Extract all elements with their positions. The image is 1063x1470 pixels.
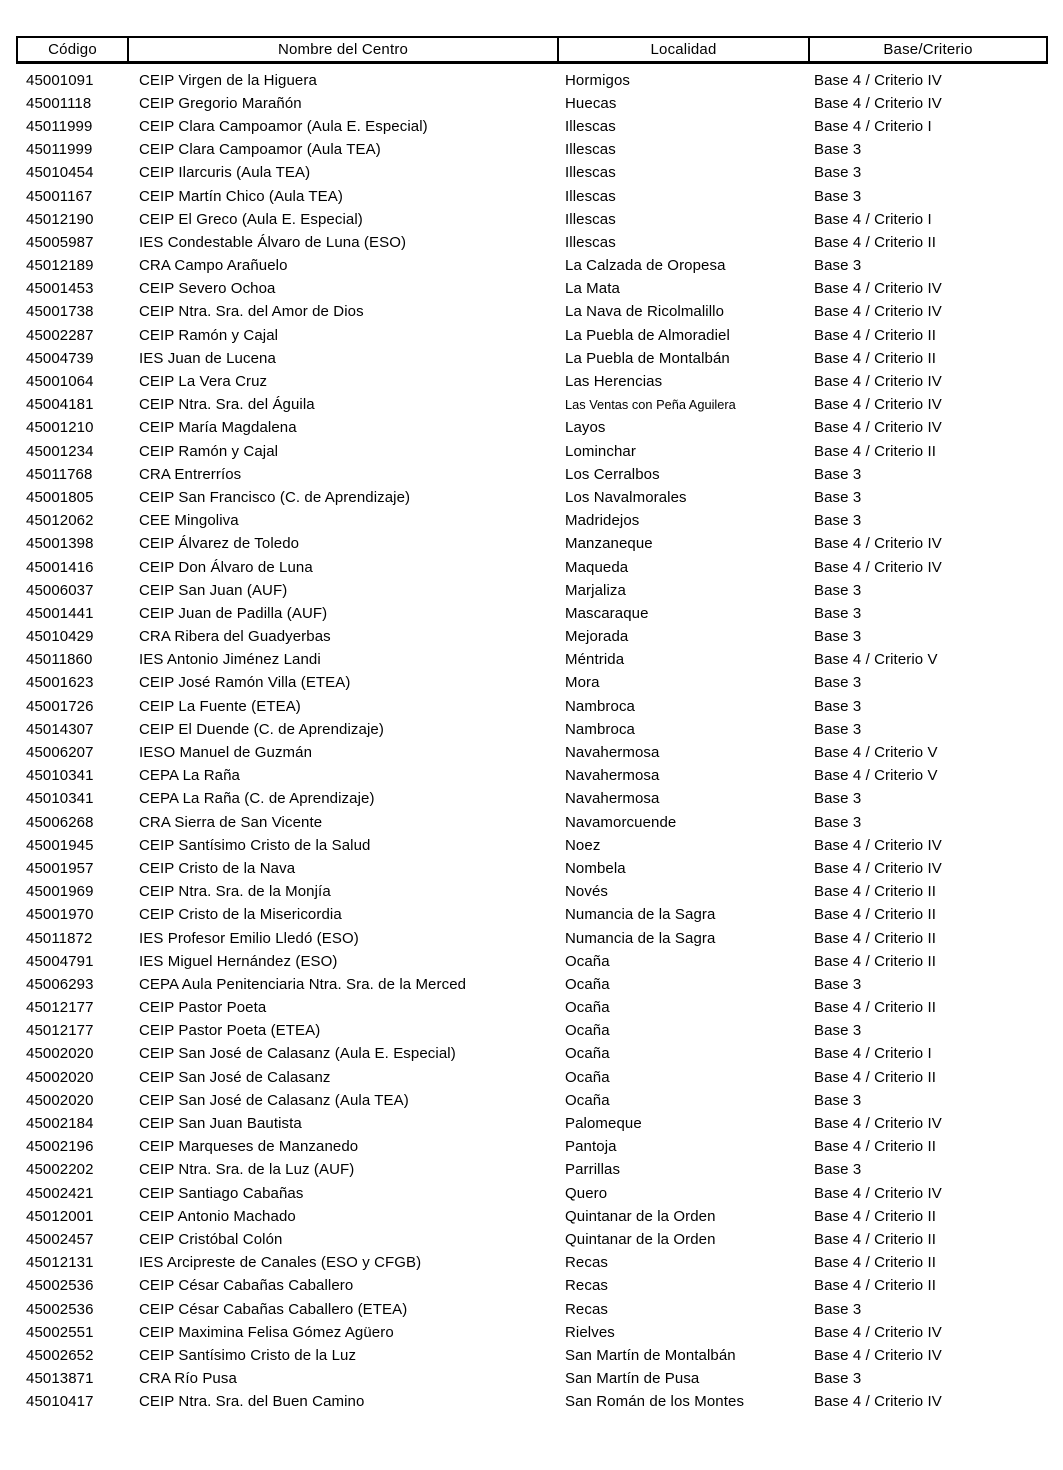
cell-localidad: Recas <box>565 1300 609 1318</box>
cell-base-criterio: Base 3 <box>814 1370 862 1388</box>
cell-localidad: Ocaña <box>565 1068 610 1086</box>
table-row <box>17 69 1047 92</box>
table-row <box>17 1390 1047 1413</box>
col-header-localidad: Localidad <box>558 37 809 63</box>
cell-base-criterio: Base 3 <box>814 790 862 808</box>
cell-base-criterio: Base 3 <box>814 257 862 275</box>
table-row <box>17 532 1047 555</box>
cell-base-criterio: Base 4 / Criterio II <box>814 883 937 901</box>
table-row <box>17 1066 1047 1089</box>
table-body <box>17 63 1047 1414</box>
table-row <box>17 1158 1047 1181</box>
cell-base-criterio: Base 4 / Criterio IV <box>814 859 942 877</box>
cell-codigo: 45012062 <box>26 512 94 530</box>
cell-codigo: 45001416 <box>26 558 94 576</box>
cell-localidad: Palomeque <box>565 1115 642 1133</box>
cell-base-criterio: Base 4 / Criterio II <box>814 1254 937 1272</box>
cell-nombre: IESO Manuel de Guzmán <box>139 744 313 762</box>
cell-nombre: IES Miguel Hernández (ESO) <box>139 952 338 970</box>
table-row <box>17 231 1047 254</box>
cell-localidad: Ocaña <box>565 1045 610 1063</box>
cell-nombre: CEIP Antonio Machado <box>139 1207 296 1225</box>
table-row <box>17 602 1047 625</box>
cell-codigo: 45001969 <box>26 883 94 901</box>
cell-nombre: CEIP San Francisco (C. de Aprendizaje) <box>139 488 411 506</box>
cell-codigo: 45002652 <box>26 1346 94 1364</box>
cell-nombre: CEIP Santiago Cabañas <box>139 1184 304 1202</box>
cell-nombre: CEIP San José de Calasanz (Aula E. Especial) <box>139 1045 456 1063</box>
table-header <box>17 37 1047 63</box>
cell-nombre: CEIP Ntra. Sra. de la Monjía <box>139 883 331 901</box>
cell-codigo: 45001623 <box>26 674 94 692</box>
table-row <box>17 486 1047 509</box>
table-row <box>17 555 1047 578</box>
cell-nombre: CEIP Álvarez de Toledo <box>139 535 300 553</box>
cell-codigo: 45002457 <box>26 1230 94 1248</box>
cell-codigo: 45002551 <box>26 1323 94 1341</box>
cell-codigo: 45005987 <box>26 233 94 251</box>
cell-nombre: CEIP Ilarcuris (Aula TEA) <box>139 164 311 182</box>
cell-base-criterio: Base 3 <box>814 512 862 530</box>
cell-codigo: 45002020 <box>26 1045 94 1063</box>
cell-nombre: CEIP Marqueses de Manzanedo <box>139 1138 359 1156</box>
table-row <box>17 416 1047 439</box>
cell-localidad: Quero <box>565 1184 608 1202</box>
cell-nombre: CRA Río Pusa <box>139 1370 237 1388</box>
cell-nombre: CEIP Clara Campoamor (Aula E. Especial) <box>139 117 428 135</box>
cell-localidad: La Calzada de Oropesa <box>565 257 726 275</box>
cell-nombre: CEIP Ntra. Sra. del Águila <box>139 396 315 414</box>
cell-localidad: Quintanar de la Orden <box>565 1207 716 1225</box>
cell-codigo: 45013871 <box>26 1370 94 1388</box>
cell-nombre: CEIP Gregorio Marañón <box>139 94 302 112</box>
cell-localidad: La Mata <box>565 280 620 298</box>
cell-base-criterio: Base 3 <box>814 488 862 506</box>
cell-codigo: 45010417 <box>26 1393 94 1411</box>
cell-base-criterio: Base 3 <box>814 720 862 738</box>
cell-codigo: 45012131 <box>26 1254 94 1272</box>
table-row <box>17 254 1047 277</box>
cell-localidad: Numancia de la Sagra <box>565 929 716 947</box>
table-row <box>17 857 1047 880</box>
cell-nombre: CEIP Clara Campoamor (Aula TEA) <box>139 141 381 159</box>
document-page <box>16 36 1048 1413</box>
table-row <box>17 1019 1047 1042</box>
cell-codigo: 45001805 <box>26 488 94 506</box>
cell-localidad: Mejorada <box>565 628 629 646</box>
cell-localidad: Illescas <box>565 233 616 251</box>
table-row <box>17 440 1047 463</box>
cell-base-criterio: Base 4 / Criterio IV <box>814 280 942 298</box>
cell-nombre: CRA Entrerríos <box>139 465 242 483</box>
cell-nombre: CEIP César Cabañas Caballero (ETEA) <box>139 1300 408 1318</box>
cell-localidad: Nambroca <box>565 720 635 738</box>
table-row <box>17 718 1047 741</box>
table-row <box>17 834 1047 857</box>
cell-codigo: 45001453 <box>26 280 94 298</box>
cell-localidad: San Martín de Pusa <box>565 1370 700 1388</box>
cell-codigo: 45011999 <box>26 141 93 159</box>
cell-nombre: IES Antonio Jiménez Landi <box>139 651 321 669</box>
cell-nombre: CEIP Pastor Poeta (ETEA) <box>139 1022 321 1040</box>
cell-localidad: La Nava de Ricolmalillo <box>565 303 725 321</box>
table-row <box>17 973 1047 996</box>
cell-nombre: CEIP Pastor Poeta <box>139 999 267 1017</box>
cell-localidad: San Román de los Montes <box>565 1393 745 1411</box>
table-row <box>17 509 1047 532</box>
cell-localidad: Ocaña <box>565 999 610 1017</box>
cell-base-criterio: Base 4 / Criterio II <box>814 929 937 947</box>
cell-nombre: CRA Sierra de San Vicente <box>139 813 323 831</box>
cell-codigo: 45001970 <box>26 906 94 924</box>
cell-localidad: Illescas <box>565 164 616 182</box>
cell-codigo: 45004181 <box>26 396 94 414</box>
cell-nombre: CEIP Santísimo Cristo de la Salud <box>139 836 371 854</box>
table-row <box>17 184 1047 207</box>
cell-base-criterio: Base 4 / Criterio IV <box>814 1393 942 1411</box>
cell-codigo: 45011768 <box>26 465 93 483</box>
table-row <box>17 1251 1047 1274</box>
cell-base-criterio: Base 4 / Criterio IV <box>814 1346 942 1364</box>
cell-base-criterio: Base 3 <box>814 975 862 993</box>
table-row <box>17 950 1047 973</box>
cell-base-criterio: Base 3 <box>814 628 862 646</box>
cell-base-criterio: Base 3 <box>814 1022 862 1040</box>
cell-base-criterio: Base 3 <box>814 465 862 483</box>
cell-localidad: Hormigos <box>565 71 630 89</box>
cell-nombre: CEIP San Juan Bautista <box>139 1115 302 1133</box>
table-row <box>17 1344 1047 1367</box>
cell-localidad: Pantoja <box>565 1138 617 1156</box>
cell-nombre: CEIP Ntra. Sra. de la Luz (AUF) <box>139 1161 355 1179</box>
cell-codigo: 45001398 <box>26 535 94 553</box>
cell-codigo: 45011860 <box>26 651 93 669</box>
cell-base-criterio: Base 4 / Criterio IV <box>814 535 942 553</box>
cell-codigo: 45012177 <box>26 1022 94 1040</box>
cell-nombre: IES Arcipreste de Canales (ESO y CFGB) <box>139 1254 422 1272</box>
cell-localidad: Navahermosa <box>565 744 660 762</box>
cell-nombre: CEIP José Ramón Villa (ETEA) <box>139 674 351 692</box>
cell-nombre: CEIP Virgen de la Higuera <box>139 71 317 89</box>
cell-nombre: CEIP San Juan (AUF) <box>139 581 288 599</box>
cell-nombre: CEIP Ramón y Cajal <box>139 442 279 460</box>
cell-nombre: IES Condestable Álvaro de Luna (ESO) <box>139 233 407 251</box>
cell-nombre: CEIP Ntra. Sra. del Buen Camino <box>139 1393 365 1411</box>
table-row <box>17 671 1047 694</box>
table-row <box>17 1321 1047 1344</box>
cell-base-criterio: Base 4 / Criterio IV <box>814 1184 942 1202</box>
cell-codigo: 45010454 <box>26 164 94 182</box>
cell-localidad: Nambroca <box>565 697 635 715</box>
cell-base-criterio: Base 4 / Criterio I <box>814 210 932 228</box>
cell-nombre: CEIP Maximina Felisa Gómez Agüero <box>139 1323 394 1341</box>
table-row <box>17 1274 1047 1297</box>
cell-base-criterio: Base 4 / Criterio II <box>814 1068 937 1086</box>
cell-nombre: IES Juan de Lucena <box>139 349 276 367</box>
table-row <box>17 138 1047 161</box>
cell-localidad: Méntrida <box>565 651 625 669</box>
cell-nombre: CEIP María Magdalena <box>139 419 297 437</box>
table-row <box>17 115 1047 138</box>
table-row <box>17 1112 1047 1135</box>
cell-base-criterio: Base 4 / Criterio IV <box>814 373 942 391</box>
cell-codigo: 45014307 <box>26 720 94 738</box>
cell-base-criterio: Base 4 / Criterio IV <box>814 1323 942 1341</box>
cell-base-criterio: Base 4 / Criterio IV <box>814 1115 942 1133</box>
cell-codigo: 45004739 <box>26 349 94 367</box>
table-row <box>17 277 1047 300</box>
cell-codigo: 45002536 <box>26 1300 94 1318</box>
cell-nombre: CEIP El Greco (Aula E. Especial) <box>139 210 363 228</box>
cell-base-criterio: Base 3 <box>814 813 862 831</box>
cell-nombre: CEIP San José de Calasanz <box>139 1068 331 1086</box>
table-row <box>17 787 1047 810</box>
cell-localidad: Layos <box>565 419 606 437</box>
cell-codigo: 45010341 <box>26 767 94 785</box>
cell-codigo: 45002287 <box>26 326 94 344</box>
cell-localidad: Parrillas <box>565 1161 621 1179</box>
cell-codigo: 45011999 <box>26 117 93 135</box>
table-row <box>17 347 1047 370</box>
cell-codigo: 45010429 <box>26 628 94 646</box>
cell-codigo: 45006207 <box>26 744 94 762</box>
cell-base-criterio: Base 4 / Criterio II <box>814 952 937 970</box>
cell-codigo: 45001064 <box>26 373 94 391</box>
cell-localidad: Mora <box>565 674 600 692</box>
cell-codigo: 45001118 <box>26 94 92 112</box>
table-row <box>17 903 1047 926</box>
cell-codigo: 45001234 <box>26 442 94 460</box>
cell-codigo: 45012190 <box>26 210 94 228</box>
cell-base-criterio: Base 3 <box>814 1091 862 1109</box>
cell-localidad: Ocaña <box>565 952 610 970</box>
cell-localidad: Numancia de la Sagra <box>565 906 716 924</box>
cell-localidad: Ocaña <box>565 1022 610 1040</box>
cell-localidad: Ocaña <box>565 1091 610 1109</box>
cell-base-criterio: Base 4 / Criterio II <box>814 1277 937 1295</box>
cell-codigo: 45012177 <box>26 999 94 1017</box>
cell-base-criterio: Base 4 / Criterio V <box>814 651 938 669</box>
col-header-nombre: Nombre del Centro <box>128 37 558 63</box>
table-row <box>17 1182 1047 1205</box>
cell-codigo: 45001167 <box>26 187 93 205</box>
cell-localidad: Los Navalmorales <box>565 488 687 506</box>
table-row <box>17 463 1047 486</box>
cell-base-criterio: Base 4 / Criterio V <box>814 767 938 785</box>
cell-codigo: 45002184 <box>26 1115 94 1133</box>
cell-codigo: 45006268 <box>26 813 94 831</box>
table-row <box>17 393 1047 416</box>
cell-codigo: 45012189 <box>26 257 94 275</box>
centers-table <box>16 36 1048 1413</box>
cell-base-criterio: Base 4 / Criterio IV <box>814 71 942 89</box>
cell-base-criterio: Base 3 <box>814 1161 862 1179</box>
table-row <box>17 625 1047 648</box>
cell-localidad: Illescas <box>565 117 616 135</box>
cell-localidad: Navahermosa <box>565 790 660 808</box>
cell-localidad: Ocaña <box>565 975 610 993</box>
cell-localidad: Maqueda <box>565 558 629 576</box>
table-row <box>17 324 1047 347</box>
table-row <box>17 208 1047 231</box>
cell-base-criterio: Base 3 <box>814 141 862 159</box>
cell-localidad: La Puebla de Almoradiel <box>565 326 730 344</box>
cell-codigo: 45002196 <box>26 1138 94 1156</box>
cell-base-criterio: Base 4 / Criterio IV <box>814 94 942 112</box>
cell-codigo: 45001726 <box>26 697 94 715</box>
cell-nombre: CEIP Ramón y Cajal <box>139 326 279 344</box>
cell-base-criterio: Base 4 / Criterio IV <box>814 303 942 321</box>
table-row <box>17 880 1047 903</box>
cell-localidad: San Martín de Montalbán <box>565 1346 736 1364</box>
table-row <box>17 1042 1047 1065</box>
table-row <box>17 1205 1047 1228</box>
cell-base-criterio: Base 3 <box>814 674 862 692</box>
cell-nombre: CEIP Cristo de la Nava <box>139 859 296 877</box>
cell-codigo: 45010341 <box>26 790 94 808</box>
cell-codigo: 45001945 <box>26 836 94 854</box>
cell-codigo: 45001210 <box>26 419 94 437</box>
cell-nombre: CRA Campo Arañuelo <box>139 257 288 275</box>
cell-base-criterio: Base 4 / Criterio II <box>814 999 937 1017</box>
table-row <box>17 741 1047 764</box>
cell-localidad: Mascaraque <box>565 604 649 622</box>
cell-nombre: CEIP Cristo de la Misericordia <box>139 906 342 924</box>
cell-nombre: CEIP Martín Chico (Aula TEA) <box>139 187 343 205</box>
cell-codigo: 45001957 <box>26 859 94 877</box>
table-row <box>17 161 1047 184</box>
cell-base-criterio: Base 4 / Criterio II <box>814 233 937 251</box>
table-row <box>17 1089 1047 1112</box>
cell-nombre: CEE Mingoliva <box>139 512 239 530</box>
cell-localidad: Las Ventas con Peña Aguilera <box>565 397 736 413</box>
cell-localidad: Illescas <box>565 187 616 205</box>
cell-codigo: 45002202 <box>26 1161 94 1179</box>
cell-localidad: Illescas <box>565 210 616 228</box>
cell-base-criterio: Base 4 / Criterio II <box>814 326 937 344</box>
cell-base-criterio: Base 3 <box>814 581 862 599</box>
cell-nombre: IES Profesor Emilio Lledó (ESO) <box>139 929 359 947</box>
cell-codigo: 45011872 <box>26 929 93 947</box>
cell-nombre: CEIP Santísimo Cristo de la Luz <box>139 1346 357 1364</box>
cell-codigo: 45002020 <box>26 1068 94 1086</box>
table-row <box>17 1367 1047 1390</box>
cell-localidad: Huecas <box>565 94 617 112</box>
cell-base-criterio: Base 4 / Criterio II <box>814 1207 937 1225</box>
cell-localidad: Los Cerralbos <box>565 465 660 483</box>
cell-localidad: Illescas <box>565 141 616 159</box>
cell-base-criterio: Base 3 <box>814 697 862 715</box>
cell-localidad: Lominchar <box>565 442 636 460</box>
cell-localidad: Noez <box>565 836 601 854</box>
cell-base-criterio: Base 4 / Criterio I <box>814 1045 932 1063</box>
cell-base-criterio: Base 3 <box>814 187 862 205</box>
cell-localidad: Quintanar de la Orden <box>565 1230 716 1248</box>
table-row <box>17 695 1047 718</box>
cell-base-criterio: Base 4 / Criterio II <box>814 349 937 367</box>
cell-nombre: CEIP El Duende (C. de Aprendizaje) <box>139 720 384 738</box>
cell-codigo: 45002020 <box>26 1091 94 1109</box>
table-row <box>17 579 1047 602</box>
cell-localidad: La Puebla de Montalbán <box>565 349 730 367</box>
table-row <box>17 1135 1047 1158</box>
cell-base-criterio: Base 4 / Criterio V <box>814 744 938 762</box>
cell-base-criterio: Base 4 / Criterio IV <box>814 836 942 854</box>
cell-codigo: 45002536 <box>26 1277 94 1295</box>
cell-nombre: CEPA Aula Penitenciaria Ntra. Sra. de la Merced <box>139 975 467 993</box>
cell-nombre: CEPA La Raña (C. de Aprendizaje) <box>139 790 375 808</box>
cell-localidad: Recas <box>565 1277 609 1295</box>
cell-base-criterio: Base 4 / Criterio IV <box>814 419 942 437</box>
cell-localidad: Rielves <box>565 1323 615 1341</box>
header-row <box>17 37 1047 63</box>
cell-base-criterio: Base 4 / Criterio II <box>814 1230 937 1248</box>
table-row <box>17 1297 1047 1320</box>
table-row <box>17 811 1047 834</box>
cell-localidad: Navamorcuende <box>565 813 677 831</box>
cell-codigo: 45001738 <box>26 303 94 321</box>
cell-nombre: CEIP Cristóbal Colón <box>139 1230 283 1248</box>
col-header-base-criterio: Base/Criterio <box>809 37 1047 63</box>
cell-base-criterio: Base 4 / Criterio II <box>814 442 937 460</box>
table-row <box>17 1228 1047 1251</box>
cell-codigo: 45012001 <box>26 1207 94 1225</box>
cell-nombre: CEIP Don Álvaro de Luna <box>139 558 313 576</box>
table-row <box>17 996 1047 1019</box>
cell-codigo: 45001441 <box>26 604 94 622</box>
cell-codigo: 45006293 <box>26 975 94 993</box>
cell-nombre: CEIP Juan de Padilla (AUF) <box>139 604 328 622</box>
cell-codigo: 45002421 <box>26 1184 94 1202</box>
cell-nombre: CRA Ribera del Guadyerbas <box>139 628 331 646</box>
cell-base-criterio: Base 3 <box>814 604 862 622</box>
cell-base-criterio: Base 4 / Criterio II <box>814 1138 937 1156</box>
cell-base-criterio: Base 3 <box>814 1300 862 1318</box>
cell-localidad: Nombela <box>565 859 626 877</box>
cell-nombre: CEPA La Raña <box>139 767 240 785</box>
cell-codigo: 45004791 <box>26 952 94 970</box>
table-row <box>17 92 1047 115</box>
table-row <box>17 764 1047 787</box>
cell-codigo: 45006037 <box>26 581 94 599</box>
cell-nombre: CEIP La Fuente (ETEA) <box>139 697 301 715</box>
col-header-codigo: Código <box>17 37 128 63</box>
cell-base-criterio: Base 4 / Criterio IV <box>814 558 942 576</box>
cell-localidad: Navahermosa <box>565 767 660 785</box>
cell-nombre: CEIP San José de Calasanz (Aula TEA) <box>139 1091 409 1109</box>
table-row <box>17 648 1047 671</box>
cell-localidad: Recas <box>565 1254 609 1272</box>
cell-localidad: Madridejos <box>565 512 640 530</box>
table-row <box>17 370 1047 393</box>
cell-nombre: CEIP César Cabañas Caballero <box>139 1277 354 1295</box>
cell-nombre: CEIP Severo Ochoa <box>139 280 276 298</box>
cell-localidad: Las Herencias <box>565 373 663 391</box>
table-row <box>17 300 1047 323</box>
cell-localidad: Manzaneque <box>565 535 653 553</box>
table-row <box>17 926 1047 949</box>
cell-base-criterio: Base 3 <box>814 164 862 182</box>
cell-base-criterio: Base 4 / Criterio I <box>814 117 932 135</box>
cell-codigo: 45001091 <box>26 71 94 89</box>
cell-base-criterio: Base 4 / Criterio II <box>814 906 937 924</box>
cell-localidad: Marjaliza <box>565 581 626 599</box>
cell-nombre: CEIP La Vera Cruz <box>139 373 268 391</box>
cell-base-criterio: Base 4 / Criterio IV <box>814 396 942 414</box>
cell-localidad: Novés <box>565 883 609 901</box>
cell-nombre: CEIP Ntra. Sra. del Amor de Dios <box>139 303 364 321</box>
